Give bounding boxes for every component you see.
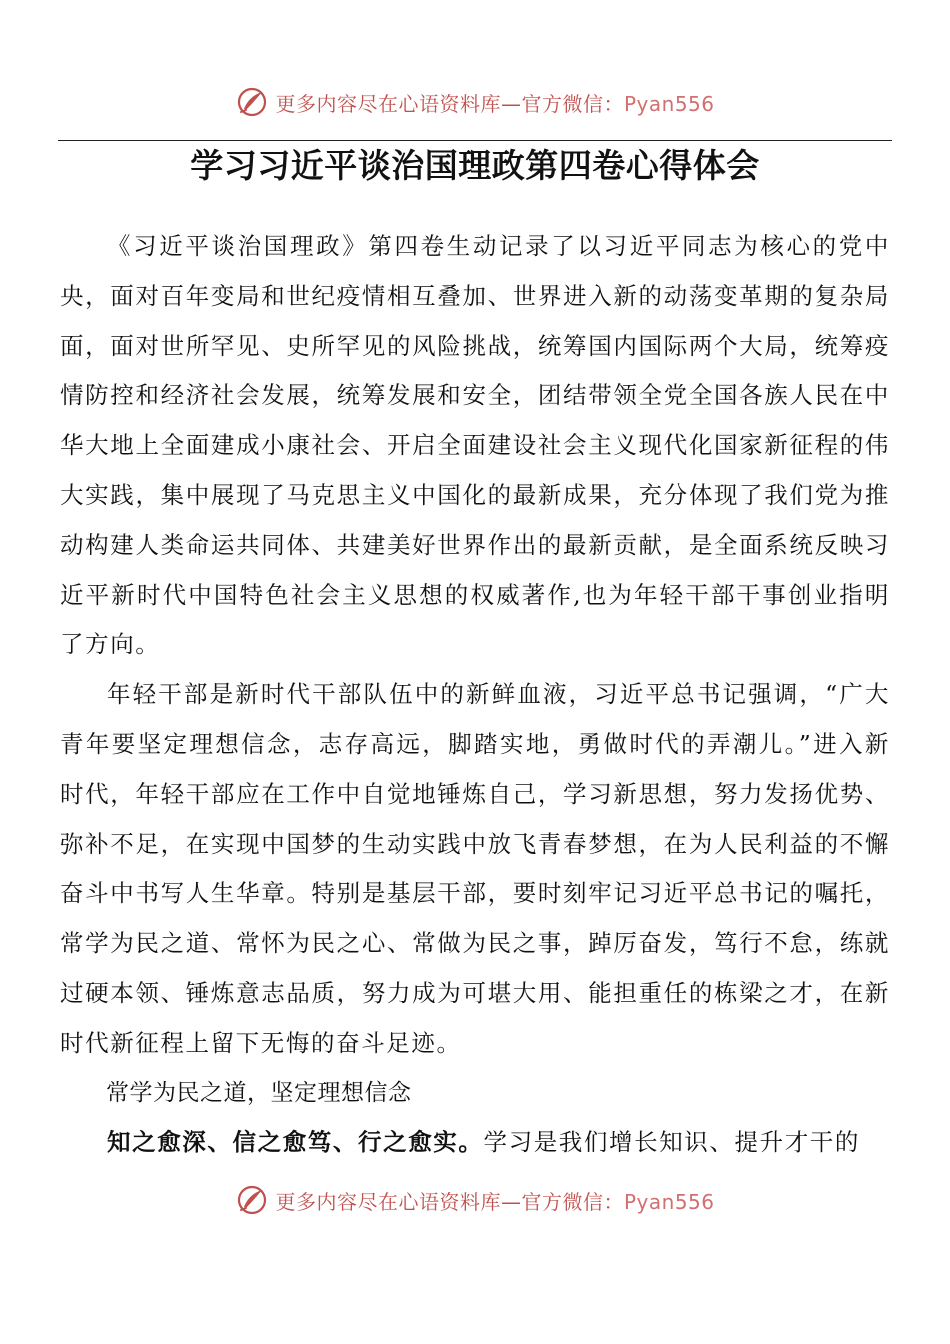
banner-text bbox=[275, 1186, 714, 1215]
banner-label: 更多内容尽在心语资料库—官方微信： bbox=[275, 91, 624, 116]
banner-handle: Pyan556 bbox=[623, 91, 715, 116]
document-body bbox=[60, 222, 890, 1168]
header-rule bbox=[58, 140, 892, 141]
paragraph-3-bold-lead: 知之愈深、信之愈笃、行之愈实。 bbox=[107, 1128, 484, 1157]
paragraph-3-text: 学习是我们增长知识、提升才干的 bbox=[483, 1128, 860, 1157]
section-subheading: 常学为民之道，坚定理想信念 bbox=[106, 1079, 412, 1106]
banner-text bbox=[275, 88, 714, 117]
paragraph-2: 年轻干部是新时代干部队伍中的新鲜血液，习近平总书记强调，“广大青年要坚定理想信念，志存高远，脚踏实地，勇做时代的弄潮儿。”进入新时代，年轻干部应在工作中自觉地锤炼自己，学习新思想，努力发扬优势、弥补不足，在实现中国梦的生动实践中放飞青春梦想，在为人民利益的不懈奋斗中书写人生华章。特别是基层干部，要时刻牢记习近平总书记的嘱托，常学为民之道、常怀为民之心、常做为民之事，踔厉奋发，笃行不怠，练就过硬本领、锤炼意志品质，努力成为可堪大用、能担重任的栋梁之才，在新时代新征程上留下无悔的奋斗足迹。 bbox=[60, 680, 890, 1057]
paragraph-3-start bbox=[60, 1118, 890, 1168]
pen-logo-icon bbox=[235, 85, 269, 119]
header-banner bbox=[0, 82, 950, 122]
banner-label: 更多内容尽在心语资料库—官方微信： bbox=[275, 1189, 624, 1214]
pen-logo-icon bbox=[235, 1183, 269, 1217]
document-title: 学习习近平谈治国理政第四卷心得体会 bbox=[190, 146, 760, 185]
banner-handle: Pyan556 bbox=[623, 1189, 715, 1214]
footer-banner bbox=[0, 1180, 950, 1220]
paragraph-1: 《习近平谈治国理政》第四卷生动记录了以习近平同志为核心的党中央，面对百年变局和世纪疫情相互叠加、世界进入新的动荡变革期的复杂局面，面对世所罕见、史所罕见的风险挑战，统筹国内国际两个大局，统筹疫情防控和经济社会发展，统筹发展和安全，团结带领全党全国各族人民在中华大地上全面建成小康社会、开启全面建设社会主义现代化国家新征程的伟大实践，集中展现了马克思主义中国化的最新成果，充分体现了我们党为推动构建人类命运共同体、共建美好世界作出的最新贡献，是全面系统反映习近平新时代中国特色社会主义思想的权威著作,也为年轻干部干事创业指明了方向。 bbox=[60, 232, 890, 659]
